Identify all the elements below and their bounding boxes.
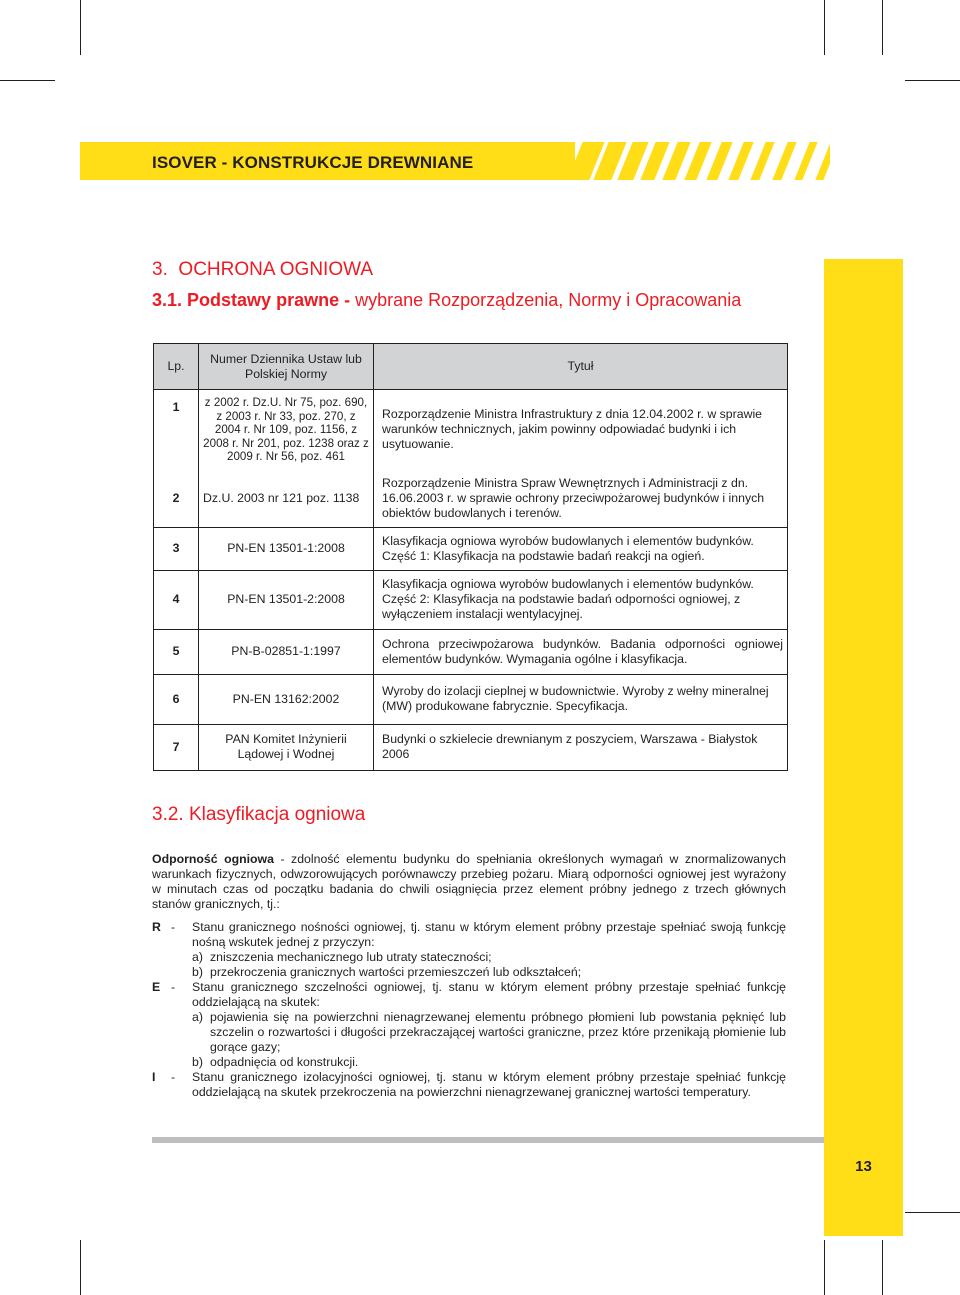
row-number: PN-B-02851-1:1997 [199,629,374,674]
section2-heading: 3.2. Klasyfikacja ogniowa [152,804,366,825]
row-title: Klasyfikacja ogniowa wyrobów budowlanych i elementów budynków. Część 1: Klasyfikacja na podstawie badań reakcji na ogień. [374,527,788,570]
table-row [154,629,788,674]
table-row [154,527,788,570]
criterion-dash: - [171,1070,176,1084]
row-title: Budynki o szkielecie drewnianym z poszyciem, Warszawa - Białystok 2006 [374,724,788,770]
criterion-i [152,1070,786,1100]
criterion-subitem [192,965,786,980]
row-lp: 7 [154,724,199,770]
row-title: Wyroby do izolacji cieplnej w budownictwie. Wyroby z wełny mineralnej (MW) produkowane fabrycznie. Specyfikacja. [374,674,788,724]
table-row [154,674,788,724]
criterion-e [152,980,786,1070]
row-title: Klasyfikacja ogniowa wyrobów budowlanych i elementów budynków. Część 2: Klasyfikacja na podstawie badań odporności ogniowej, z wyłączeniem instalacji wentylacyjnej. [374,570,788,629]
row-lp: 5 [154,629,199,674]
subitem-label: a) [192,950,203,964]
crop-mark [905,1212,960,1213]
banner-stripes [575,142,830,180]
table-row [154,570,788,629]
criterion-letter: I [152,1070,156,1084]
crop-mark [905,80,960,81]
row-number: PN-EN 13501-2:2008 [199,570,374,629]
table-header-row [154,344,788,390]
table-row [154,390,788,470]
footer-rule [152,1137,824,1143]
criterion-r [152,920,786,980]
crop-mark [882,1240,883,1295]
subsection-title-rest: wybrane Rozporządzenia, Normy i Opracowania [355,290,742,310]
row-lp: 6 [154,674,199,724]
row-number: PAN Komitet Inżynierii Lądowej i Wodnej [199,724,374,770]
crop-mark [80,1240,81,1295]
row-title: Ochrona przeciwpożarowa budynków. Badania odporności ogniowej elementów budynków. Wymagania ogólne i klasyfikacja. [374,629,788,674]
criterion-letter: R [152,920,161,934]
subitem-text: odpadnięcia od konstrukcji. [210,1055,359,1069]
row-lp: 1 [154,390,199,470]
row-title: Rozporządzenie Ministra Infrastruktury z dnia 12.04.2002 r. w sprawie warunków technicznych, jakim powinny odpowiadać budynki i ich usytuowanie. [374,390,788,470]
subitem-text: zniszczenia mechanicznego lub utraty stateczności; [210,950,492,964]
section-heading [152,259,373,281]
subsection-title-bold: Podstawy prawne - [187,290,351,310]
row-number: PN-EN 13162:2002 [199,674,374,724]
crop-mark [824,1240,825,1295]
subsection-number: 3.1. [152,290,183,310]
section-number: 3. [152,259,168,280]
subsection-heading [152,290,741,311]
banner-title: ISOVER - KONSTRUKCJE DREWNIANE [152,153,474,172]
criterion-dash: - [171,980,176,994]
definition-text: - zdolność elementu budynku do spełniania określonych wymagań w znormalizowanych warunkach fizycznych, odwzorowujących porównawczy przebieg pożaru. Miarą odporności ogniowej jest wyrażony w minutach czas od początku badania do chwili osiągnięcia przez element próbny jednego z trzech głównych stanów granicznych, tj.: [152,852,786,911]
table-row [154,724,788,770]
subitem-label: b) [192,1055,203,1069]
criterion-subitem [192,1010,786,1055]
row-lp: 2 [154,470,199,528]
criterion-subitem [192,950,786,965]
subitem-text: pojawienia się na powierzchni nienagrzewanej elementu próbnego płomieni lub powstania pęknięć lub szczelin o rozwartości i długości przekraczającej wartości graniczne, przez które przenikają płomienie lub gorące gazy; [210,1010,786,1054]
table-row [154,470,788,528]
header-banner [80,142,830,180]
definition-paragraph [152,852,786,912]
crop-mark [0,80,55,81]
subitem-label: b) [192,965,203,979]
row-lp: 4 [154,570,199,629]
header-number: Numer Dziennika Ustaw lub Polskiej Normy [199,344,374,390]
page-number: 13 [855,1158,872,1175]
row-number: Dz.U. 2003 nr 121 poz. 1138 [199,470,374,528]
regulations-table [153,343,788,771]
subitem-label: a) [192,1010,203,1024]
criterion-text: Stanu granicznego szczelności ogniowej, tj. stanu w którym element próbny przestaje spełniać funkcję oddzielającą na skutek: [192,980,786,1009]
criterion-subitem [192,1055,786,1070]
row-number: z 2002 r. Dz.U. Nr 75, poz. 690, z 2003 r. Nr 33, poz. 270, z 2004 r. Nr 109, poz. 1156, z 2008 r. Nr 201, poz. 1238 oraz z 2009 r. Nr 56, poz. 461 [199,390,374,470]
row-lp: 3 [154,527,199,570]
header-title: Tytuł [374,344,788,390]
crop-mark [80,0,81,55]
row-number: PN-EN 13501-1:2008 [199,527,374,570]
header-lp: Lp. [154,344,199,390]
row-title: Rozporządzenie Ministra Spraw Wewnętrznych i Administracji z dn. 16.06.2003 r. w sprawie ochrony przeciwpożarowej budynków i innych obiektów budowlanych i terenów. [374,470,788,528]
criteria-list [152,920,786,1100]
section-title: OCHRONA OGNIOWA [178,259,374,280]
criterion-dash: - [171,920,176,934]
definition-term: Odporność ogniowa [152,852,274,866]
subitem-text: przekroczenia granicznych wartości przemieszczeń lub odkształceń; [210,965,582,979]
criterion-text: Stanu granicznego izolacyjności ogniowej, tj. stanu w którym element próbny przestaje spełniać funkcję oddzielającą na skutek przekroczenia na powierzchni nienagrzewanej granicznej wartości temperatury. [192,1070,786,1099]
side-bar [824,259,903,1236]
crop-mark [882,0,883,55]
crop-mark [824,0,825,55]
criterion-text: Stanu granicznego nośności ogniowej, tj. stanu w którym element próbny przestaje spełniać swoją funkcję nośną wskutek jednej z przyczyn: [192,920,786,949]
criterion-letter: E [152,980,161,994]
